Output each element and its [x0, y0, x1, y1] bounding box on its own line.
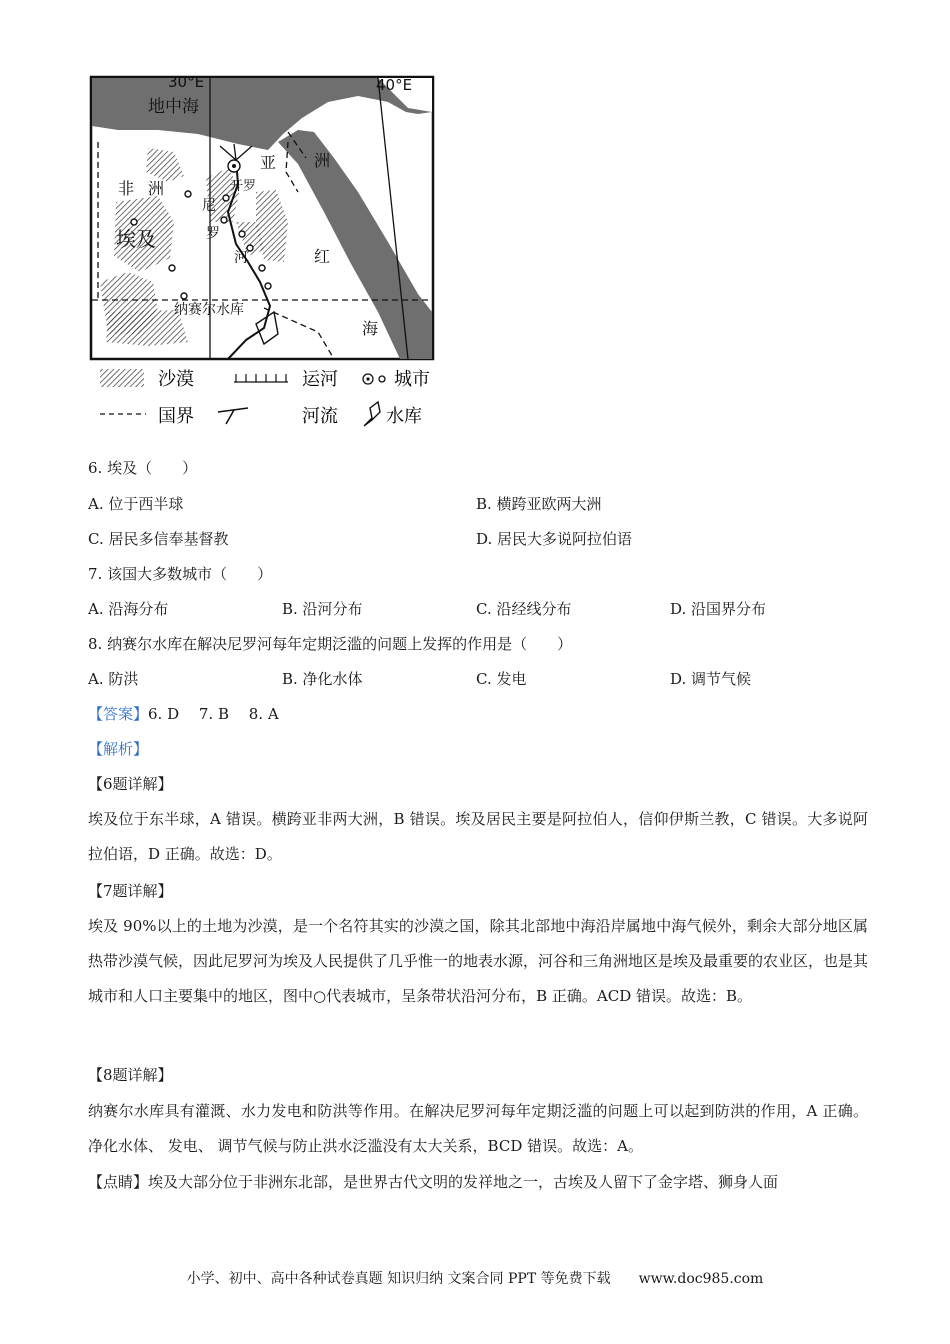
nile-label-1: 尼: [202, 198, 216, 214]
question-8-stem: 8. 纳赛尔水库在解决尼罗河每年定期泛滥的问题上发挥的作用是（ ）: [88, 635, 573, 653]
asia-label-1: 亚: [260, 153, 277, 172]
q8-option-b: B. 净化水体: [282, 670, 363, 688]
answer-line: [88, 703, 279, 725]
analysis-tag: 【解析】: [88, 740, 149, 758]
africa-label-1: 非: [118, 179, 135, 198]
answer-tag: 【答案】: [88, 705, 149, 723]
question-6-stem: 6. 埃及（ ）: [88, 459, 198, 477]
reservoir-label: 纳赛尔水库: [174, 302, 244, 318]
q6-option-c: C. 居民多信奉基督教: [88, 530, 229, 548]
red-sea-label-2: 海: [362, 319, 379, 338]
q8-option-d: D. 调节气候: [670, 670, 752, 688]
page-footer: 小学、初中、高中各种试卷真题 知识归纳 文案合同 PPT 等免费下载 www.doc985.com: [186, 1271, 764, 1287]
egypt-map: [88, 72, 440, 432]
legend-reservoir: 水库: [386, 406, 422, 427]
q6-option-d: D. 居民大多说阿拉伯语: [476, 530, 633, 548]
q6-option-a: A. 位于西半球: [88, 495, 184, 513]
legend-city: 城市: [394, 369, 430, 390]
q8-detail-heading: 【8题详解】: [88, 1066, 173, 1084]
note-text: 【点睛】埃及大部分位于非洲东北部，是世界古代文明的发祥地之一，古埃及人留下了金字塔、狮身人面: [88, 1173, 779, 1191]
q7-detail-text: 埃及 90%以上的土地为沙漠，是一个名符其实的沙漠之国，除其北部地中海沿岸属地中海气候外，剩余大部分地区属热带沙漠气候，因此尼罗河为埃及人民提供了几乎惟一的地表水源，河谷和三角洲地区是埃及最重要的农业区，也是其城市和人口主要集中的地区，图中○代表城市，呈条带状沿河分布，B 正确。ACD 错误。故选：B。: [88, 917, 869, 1005]
legend-border: 国界: [158, 406, 194, 427]
nile-label-2: 罗: [206, 226, 220, 242]
nile-label-3: 河: [234, 250, 248, 266]
map-legend: [100, 369, 430, 427]
asia-label-2: 洲: [314, 151, 331, 170]
mediterranean-label: 地中海: [148, 97, 199, 117]
q6-detail-text: 埃及位于东半球，A 错误。横跨亚非两大洲，B 错误。埃及居民主要是阿拉伯人，信仰伊斯兰教，C 错误。大多说阿拉伯语，D 正确。故选：D。: [88, 810, 868, 863]
q7-option-c: C. 沿经线分布: [476, 600, 572, 618]
q7-option-a: A. 沿海分布: [88, 600, 169, 618]
q7-option-d: D. 沿国界分布: [670, 600, 767, 618]
cairo-label: 开罗: [230, 179, 257, 194]
legend-desert: 沙漠: [158, 369, 194, 390]
q7-detail-heading: 【7题详解】: [88, 882, 173, 900]
answer-text: 6. D 7. B 8. A: [148, 705, 279, 723]
egypt-label: 埃及: [116, 227, 156, 251]
q7-option-b: B. 沿河分布: [282, 600, 363, 618]
q8-detail-text: 纳赛尔水库具有灌溉、水力发电和防洪等作用。在解决尼罗河每年定期泛滥的问题上可以起到防洪的作用，A 正确。净化水体、 发电、 调节气候与防止洪水泛滥没有太大关系，BCD 错误。故选：A。: [88, 1102, 868, 1155]
egypt-map-figure: [88, 72, 440, 432]
q6-detail-heading: 【6题详解】: [88, 775, 173, 793]
lon-30-label: 30°E: [168, 73, 205, 91]
red-sea-label-1: 红: [314, 247, 331, 266]
q6-option-b: B. 横跨亚欧两大洲: [476, 495, 602, 513]
lon-40-label: 40°E: [376, 76, 413, 94]
legend-canal: 运河: [302, 369, 338, 390]
question-7-stem: 7. 该国大多数城市（ ）: [88, 565, 273, 583]
q8-option-a: A. 防洪: [88, 670, 139, 688]
legend-river: 河流: [302, 406, 338, 427]
q8-option-c: C. 发电: [476, 670, 527, 688]
africa-label-2: 洲: [148, 179, 165, 198]
